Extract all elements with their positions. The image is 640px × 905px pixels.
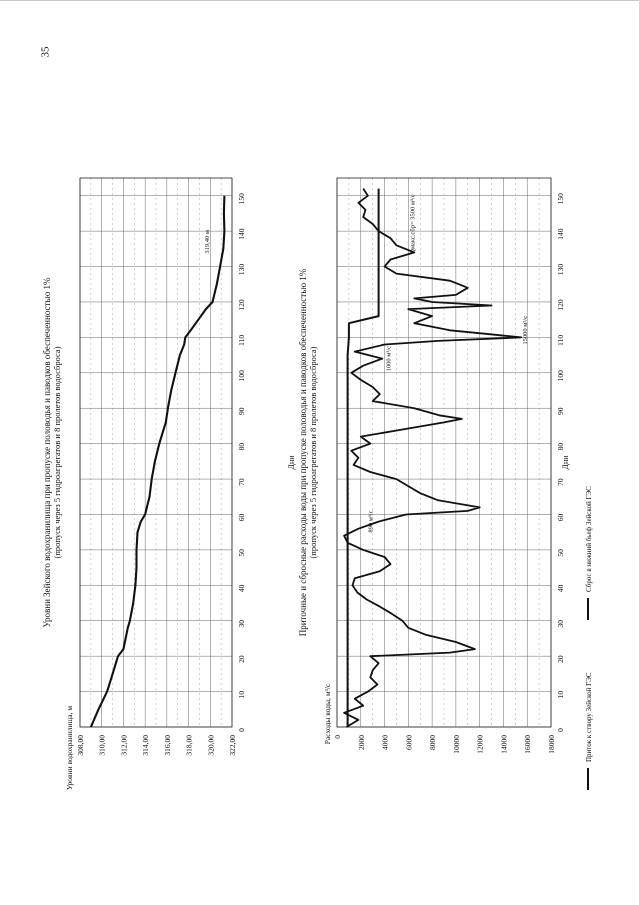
y-tick-label: 320,00 <box>206 735 216 756</box>
page-number: 35 <box>39 46 52 58</box>
chart-title: Уровни Зейского водохранилища при пропуске половодья и паводков обеспеченностью 1% <box>42 277 52 628</box>
annotation-label: 15000 м³/с <box>522 315 530 345</box>
x-tick-label: 90 <box>556 407 565 415</box>
y-tick-label: 2000 <box>356 735 366 750</box>
x-tick-label: 140 <box>237 228 246 240</box>
x-tick-label: 140 <box>556 228 565 240</box>
x-tick-label: 0 <box>556 728 565 732</box>
y-axis-label: Расходы воды, м³/с <box>323 683 332 745</box>
x-tick-label: 120 <box>237 299 246 311</box>
legend-label: Сброс в нижний бьеф Зейской ГЭС <box>585 486 593 592</box>
x-tick-label: 60 <box>237 513 246 522</box>
legend <box>585 486 593 790</box>
x-axis-label: Дни <box>287 455 296 470</box>
x-tick-label: 70 <box>556 478 565 486</box>
x-tick-label: 40 <box>556 584 565 593</box>
x-tick-labels <box>237 193 246 732</box>
annotation-label: 890 м³/с <box>367 510 375 533</box>
x-tick-label: 60 <box>556 513 565 522</box>
x-tick-label: 10 <box>556 690 565 699</box>
annotation-label: Qмакс.сбр= 3500 м³/с <box>409 194 417 254</box>
x-tick-label: 110 <box>556 334 565 346</box>
series-line-1 <box>344 189 521 727</box>
x-tick-label: 30 <box>237 619 246 628</box>
series-line-2 <box>348 189 379 727</box>
x-tick-label: 80 <box>556 442 565 451</box>
x-tick-label: 130 <box>556 263 565 276</box>
x-tick-label: 50 <box>556 549 565 557</box>
x-tick-label: 150 <box>556 193 565 205</box>
grid <box>337 178 551 727</box>
chart-1 <box>42 178 296 790</box>
y-tick-label: 8000 <box>428 735 438 750</box>
y-tick-label: 18000 <box>547 735 556 754</box>
y-tick-labels <box>76 735 237 756</box>
chart-title: Приточные и сбросные расходы воды при пропуске половодья и паводков обеспеченностью 1% <box>298 268 308 637</box>
x-tick-label: 110 <box>237 334 246 346</box>
x-tick-label: 0 <box>237 728 246 732</box>
y-tick-label: 318,00 <box>184 735 194 756</box>
annotation-label: 1000 м³/с <box>385 345 393 372</box>
y-tick-label: 6000 <box>404 735 414 750</box>
x-tick-label: 40 <box>237 584 246 593</box>
x-tick-label: 100 <box>237 370 246 382</box>
legend-label: Приток к створу Зейской ГЭС <box>585 672 593 762</box>
y-tick-label: 0 <box>333 735 342 739</box>
y-tick-label: 4000 <box>380 735 390 750</box>
chart-subtitle: (пропуск через 5 гидроагрегатов и 8 пролетов водосброса) <box>52 346 62 559</box>
annotation-label: 319,40 м <box>204 229 212 254</box>
x-tick-label: 90 <box>237 407 246 415</box>
y-tick-label: 12000 <box>475 735 485 754</box>
chart-2 <box>298 178 593 790</box>
x-tick-label: 20 <box>237 655 246 663</box>
y-tick-label: 312,00 <box>119 735 129 756</box>
x-tick-label: 50 <box>237 549 246 557</box>
y-tick-label: 322,00 <box>228 735 237 756</box>
x-tick-label: 10 <box>237 690 246 699</box>
x-axis-label: Дни <box>561 455 570 470</box>
x-tick-label: 30 <box>556 619 565 628</box>
y-tick-label: 10000 <box>451 735 461 754</box>
y-tick-label: 314,00 <box>141 735 151 756</box>
x-tick-label: 100 <box>556 370 565 382</box>
x-tick-label: 70 <box>237 478 246 486</box>
y-tick-labels <box>333 735 556 754</box>
grid <box>80 178 232 727</box>
chart-subtitle: (пропуск через 5 гидроагрегатов и 8 пролетов водосброса) <box>308 346 318 559</box>
y-tick-label: 316,00 <box>162 735 172 756</box>
series-line-1 <box>91 196 225 727</box>
x-tick-label: 150 <box>237 193 246 205</box>
x-tick-label: 130 <box>237 263 246 276</box>
y-axis-label: Уровни водохранилища, м <box>65 705 74 791</box>
y-tick-label: 308,00 <box>76 735 85 756</box>
y-tick-label: 16000 <box>523 735 533 754</box>
x-tick-label: 20 <box>556 655 565 663</box>
y-tick-label: 310,00 <box>97 735 107 756</box>
x-tick-label: 80 <box>237 442 246 451</box>
y-tick-label: 14000 <box>499 735 509 754</box>
x-tick-label: 120 <box>556 299 565 311</box>
